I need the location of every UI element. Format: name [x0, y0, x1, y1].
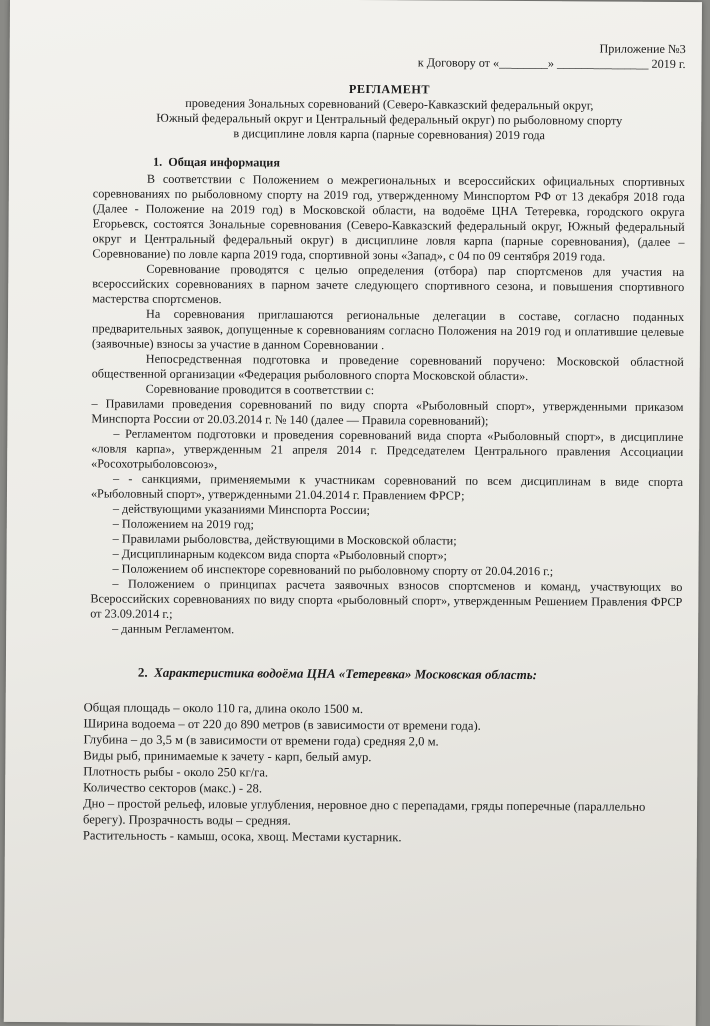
document-content — [82, 38, 686, 847]
list-item: – Регламентом подготовки и проведения соревнований вида спорта «Рыболовный спорт», в дисциплине «ловля карпа», утвержденным 21 апреля 2014 г. Председателем Центрального правления Ассоциации «Росохотрыболовсоюз», — [91, 426, 684, 472]
characteristic-line: Виды рыб, принимаемые к зачету - карп, белый амур. — [83, 748, 372, 765]
list-item: – Положением на 2019 год; — [112, 516, 254, 532]
list-item: – - санкциями, применяемыми к участникам соревнований по всем дисциплинам в виде спорта «Рыболовный спорт», утвержденными 21.04.2014 г. Правлением ФРСР; — [90, 471, 684, 503]
paragraph: Соревнование проводятся с целью определения (отбора) пар спортсменов для участия на всероссийских соревнованиях в парном зачете следующего спортивного сезона, и повышения спортивного мастерства спортсменов. — [92, 261, 685, 307]
section-2-title: Характеристика водоёма ЦНА «Тетеревка» Московская область: — [154, 664, 538, 683]
list-item: – Положением об инспекторе соревнований по рыболовному спорту от 20.04.2016 г.; — [112, 561, 554, 579]
paragraph: На соревнования приглашаются региональные делегации в составе, согласно поданных предварительных заявок, допущенные к соревнованиям согласно Положения на 2019 год и оплатившие целевые (заявочные) взносы за участие в данном Соревновании . — [91, 306, 685, 353]
section-1-title: Общая информация — [168, 154, 281, 170]
document-title: РЕГЛАМЕНТ — [348, 81, 431, 97]
section-1-heading — [153, 155, 685, 173]
list-item: – Дисциплинарным кодексом вида спорта «Рыболовный спорт»; — [112, 546, 448, 563]
characteristic-line: Дно – простой рельеф, иловые углубления, неровное дно с перепадами, гряды поперечные (параллельно берегу). Прозрачность воды – средняя. — [82, 796, 646, 828]
characteristic-line: Ширина водоема – от 220 до 890 метров (в зависимости от времени года). — [83, 716, 481, 733]
document-page — [4, 0, 702, 1026]
subtitle-line: Южный федеральный округ и Центральный федеральный округ) по рыболовному спорту — [156, 110, 623, 128]
list-item: – Правилами рыболовства, действующими в Московской области; — [112, 531, 457, 548]
contract-reference: к Договору от «________» _______________ 2019 г. — [417, 55, 686, 72]
subtitle-line: в дисциплине ловля карпа (парные соревнования) 2019 года — [233, 126, 546, 143]
paragraph: Непосредственная подготовка и проведение соревнований поручено: Московской областной общественной организации «Федерация рыболовного спорта Московской области». — [91, 351, 684, 384]
appendix-label: Приложение №3 — [599, 41, 686, 57]
list-item: – данным Регламентом. — [112, 621, 235, 637]
characteristic-line: Общая площадь – около 110 га, длина около 1500 м. — [83, 700, 364, 717]
list-item: – Правилами проведения соревнований по виду спорта «Рыболовный спорт», утвержденными приказом Минспорта России от 20.03.2014 г. № 140 (далее — Правила соревнований); — [91, 396, 684, 428]
paragraph: Соревнование проводится в соответствии с: — [145, 381, 375, 398]
characteristic-line: Плотность рыбы - около 250 кг/га. — [83, 764, 269, 780]
section-2-heading — [138, 665, 682, 683]
reservoir-characteristics — [83, 699, 682, 847]
characteristic-line: Растительность - камыш, осока, хвощ. Местами кустарник. — [82, 828, 402, 845]
paragraph: В соответствии с Положением о межрегиональных и всероссийских официальных спортивных соревнованиях по рыболовному спорту на 2019 год, утвержденному Минспортом РФ от 13 декабря 2018 года (Далее - Положение на 2019 год) в Московской области, на водоёме ЦНА Тетеревка, городского округа Егорьевск, состоятся Зональные соревнования (Северо-Кавказский федеральный округ, Южный федеральный округ и Центральный федеральный округ) в дисциплине ловля карпа (парные соревнования), (далее – Соревнование) по ловле карпа 2019 года, спортивной зоны «Запад», с 04 по 09 сентября 2019 года. — [92, 171, 685, 264]
document-header — [94, 38, 686, 72]
section-2-number: 2. — [137, 664, 148, 680]
list-item: – действующими указаниями Минспорта России; — [112, 501, 370, 518]
characteristic-line: Количество секторов (макс.) - 28. — [83, 780, 263, 796]
characteristic-line: Глубина – до 3,5 м (в зависимости от времени года) средняя 2,0 м. — [83, 732, 439, 749]
subtitle-line: проведения Зональных соревнований (Северо-Кавказский федеральный округ, — [185, 95, 594, 113]
section-1-number: 1. — [152, 154, 163, 169]
list-item: – Положением о принципах расчета заявочных взносов спортсменов и команд, участвующих во Всероссийских соревнованиях по виду спорта «рыболовный спорт», утвержденным Решением Правления ФРСР от 23.09.2014 г.; — [90, 576, 683, 621]
